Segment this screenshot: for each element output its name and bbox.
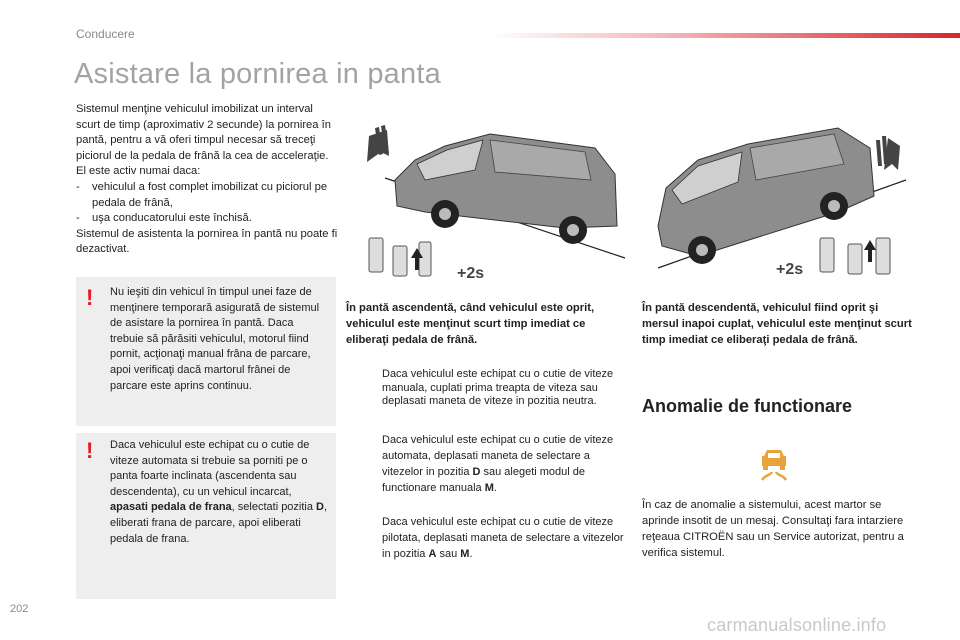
- bullet-piloted-gearbox: [364, 514, 626, 562]
- stability-warning-lamp-icon: [756, 446, 792, 482]
- warning-text: Nu ieşiti din vehicul în timpul unei faze de menţinere temporară asigurată de sistemul de asistare la pornirea în pantă. Daca trebuie să părăsiti vehiculul, motorul fiind pornit, acţionaţi manual frâna de parcare, apoi verificaţi dacă martorul frânei de parcare este aprins continuu.: [110, 286, 320, 392]
- condition-item: [76, 211, 338, 227]
- intro-text: [76, 102, 338, 258]
- watermark: carmanualsonline.info: [707, 615, 887, 635]
- bullet-manual-gearbox: [364, 368, 626, 409]
- condition-text: uşa conducatorului este închisă.: [92, 212, 252, 225]
- timer-label: +2s: [776, 261, 804, 278]
- anomaly-heading: Anomalie de functionare: [642, 396, 853, 416]
- bullet-marker: [364, 514, 382, 562]
- uphill-van-illustration: [355, 108, 630, 288]
- van-icon: [658, 128, 874, 264]
- intro-paragraph-3: Sistemul de asistenta la pornirea în pantă nu poate fi dezactivat.: [76, 227, 338, 256]
- section-label: Conducere: [76, 27, 135, 41]
- warning-icon: !: [86, 285, 94, 310]
- warning-box-exit-vehicle: [76, 277, 336, 426]
- dash-marker: -: [76, 212, 80, 225]
- downward-arrows-icon: [367, 125, 389, 162]
- header-rule: [490, 33, 960, 38]
- van-icon: [395, 134, 617, 244]
- anomaly-text: În caz de anomalie a sistemului, acest martor se aprinde insotit de un mesaj. Consultaţi fara intarziere reţeaua CITROËN sau un Service autorizat, pentru a verifica sistemul.: [642, 499, 904, 559]
- release-arrow-icon: [864, 240, 876, 262]
- dash-marker: -: [76, 180, 80, 193]
- bullet-marker: [364, 368, 382, 409]
- uphill-caption: În pantă ascendentă, când vehiculul este oprit, vehiculul este menţinut scurt timp imediat ce eliberaţi pedala de frână.: [346, 302, 595, 346]
- bullet-automatic-gearbox: [364, 432, 626, 496]
- warning-box-automatic-gearbox: [76, 433, 336, 599]
- bullet-marker: [364, 432, 382, 496]
- intro-paragraph-2: El este activ numai daca:: [76, 165, 201, 178]
- downhill-van-illustration: [638, 108, 913, 288]
- downward-arrows-icon: [876, 136, 900, 170]
- condition-item: [76, 180, 338, 211]
- condition-text: vehiculul a fost complet imobilizat cu piciorul pe pedala de frână,: [92, 180, 328, 209]
- downhill-caption: În pantă descendentă, vehiculul fiind oprit şi mersul inapoi cuplat, vehiculul este menţinut scurt timp imediat ce eliberaţi pedala de frână.: [642, 302, 912, 346]
- pedals-icon: [820, 238, 890, 274]
- timer-label: +2s: [457, 265, 485, 282]
- bullet-text: Daca vehiculul este echipat cu o cutie de viteze manuala, cuplati prima treapta de viteza sau deplasati maneta de viteze in pozitia neutra.: [382, 368, 614, 408]
- bullet-text: Daca vehiculul este echipat cu o cutie de viteze automata, deplasati maneta de selectare a vitezelor in pozitia D sau alegeti modul de functionare manuala M.: [382, 434, 614, 494]
- page-title: Asistare la pornirea in panta: [74, 58, 441, 90]
- page-number: 202: [10, 603, 29, 615]
- warning-text: Daca vehiculul este echipat cu o cutie de viteze automata si trebuie sa porniti pe o panta foarte inclinata (ascendenta sau descendenta), cu un vehicul incarcat, apasati pedala de frana, selectati pozitia D, eliberati frana de parcare, apoi eliberati pedala de frana.: [110, 439, 328, 545]
- intro-paragraph-1: Sistemul menţine vehiculul imobilizat un interval scurt de timp (aproximativ 2 secunde) la pornirea în pantă, pentru a vă oferi timpul necesar să treceţi piciorul de la pedala de frână la cea de acceleraţie.: [76, 103, 331, 162]
- warning-icon: !: [86, 438, 94, 463]
- bullet-text: Daca vehiculul este echipat cu o cutie de viteze pilotata, deplasati maneta de selectare a vitezelor in pozitia A sau M.: [382, 516, 624, 560]
